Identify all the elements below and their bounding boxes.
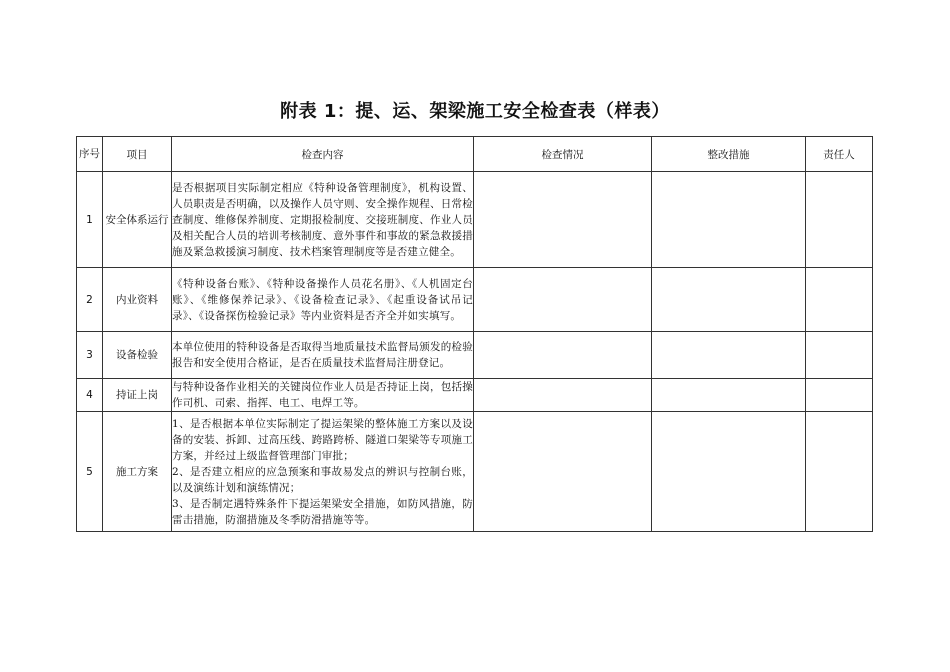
table-row: [77, 412, 873, 532]
header-row: [77, 137, 873, 172]
content-paragraph: 本单位使用的特种设备是否取得当地质量技术监督局颁发的检验报告和安全使用合格证，是否在质量技术监督局注册登记。: [172, 341, 473, 369]
header-owner: 责任人: [806, 137, 873, 172]
check-cell[interactable]: [474, 332, 652, 379]
content-paragraph: 2、是否建立相应的应急预案和事故易发点的辨识与控制台账，以及演练计划和演练情况；: [172, 465, 473, 494]
row-content: [172, 268, 474, 332]
owner-cell[interactable]: [806, 332, 873, 379]
table-row: [77, 268, 873, 332]
content-paragraph: 是否根据项目实际制定相应《特种设备管理制度》，机构设置、人员职责是否明确，以及操作人员守则、安全操作规程、日常检查制度、维修保养制度、定期报检制度、交接班制度、作业人员及相关配合人员的培训考核制度、意外事件和事故的紧急救援措施及紧急救援演习制度、技术档案管理制度等是否建立健全。: [172, 181, 473, 258]
check-cell[interactable]: [474, 268, 652, 332]
header-content: 检查内容: [172, 137, 474, 172]
row-number: 1: [77, 172, 103, 268]
owner-cell[interactable]: [806, 172, 873, 268]
row-number: 4: [77, 379, 103, 412]
row-item: 持证上岗: [103, 379, 172, 412]
owner-cell[interactable]: [806, 268, 873, 332]
row-content: [172, 379, 474, 412]
content-paragraph: 《特种设备台账》、《特种设备操作人员花名册》、《人机固定台账》、《维修保养记录》、《设备检查记录》、《起重设备试吊记录》、《设备探伤检验记录》等内业资料是否齐全并如实填写。: [172, 277, 473, 322]
fix-cell[interactable]: [652, 379, 806, 412]
table-row: [77, 379, 873, 412]
row-item: 内业资料: [103, 268, 172, 332]
inspection-table: [76, 136, 873, 532]
row-number: 3: [77, 332, 103, 379]
check-cell[interactable]: [474, 379, 652, 412]
owner-cell[interactable]: [806, 412, 873, 532]
owner-cell[interactable]: [806, 379, 873, 412]
fix-cell[interactable]: [652, 332, 806, 379]
header-check: 检查情况: [474, 137, 652, 172]
header-item: 项目: [103, 137, 172, 172]
row-item: 施工方案: [103, 412, 172, 532]
row-item: 安全体系运行: [103, 172, 172, 268]
page-title: 附表 1：提、运、架梁施工安全检查表（样表）: [280, 101, 670, 122]
content-paragraph: 1、是否根据本单位实际制定了提运架梁的整体施工方案以及设备的安装、拆卸、过高压线、跨路跨桥、隧道口架梁等专项施工方案，并经过上级监督管理部门审批；: [172, 417, 473, 462]
row-content: [172, 172, 474, 268]
table-row: [77, 332, 873, 379]
content-paragraph: 3、是否制定遇特殊条件下提运架梁安全措施，如防风措施，防雷击措施，防溜措施及冬季防滑措施等等。: [172, 497, 473, 526]
fix-cell[interactable]: [652, 412, 806, 532]
header-fix: 整改措施: [652, 137, 806, 172]
check-cell[interactable]: [474, 172, 652, 268]
row-content: [172, 332, 474, 379]
content-paragraph: 与特种设备作业相关的关键岗位作业人员是否持证上岗，包括操作司机、司索、指挥、电工、电焊工等。: [172, 381, 473, 409]
row-item: 设备检验: [103, 332, 172, 379]
row-number: 2: [77, 268, 103, 332]
row-number: 5: [77, 412, 103, 532]
row-content: [172, 412, 474, 532]
fix-cell[interactable]: [652, 268, 806, 332]
header-no: 序号: [77, 137, 103, 172]
fix-cell[interactable]: [652, 172, 806, 268]
table-row: [77, 172, 873, 268]
check-cell[interactable]: [474, 412, 652, 532]
